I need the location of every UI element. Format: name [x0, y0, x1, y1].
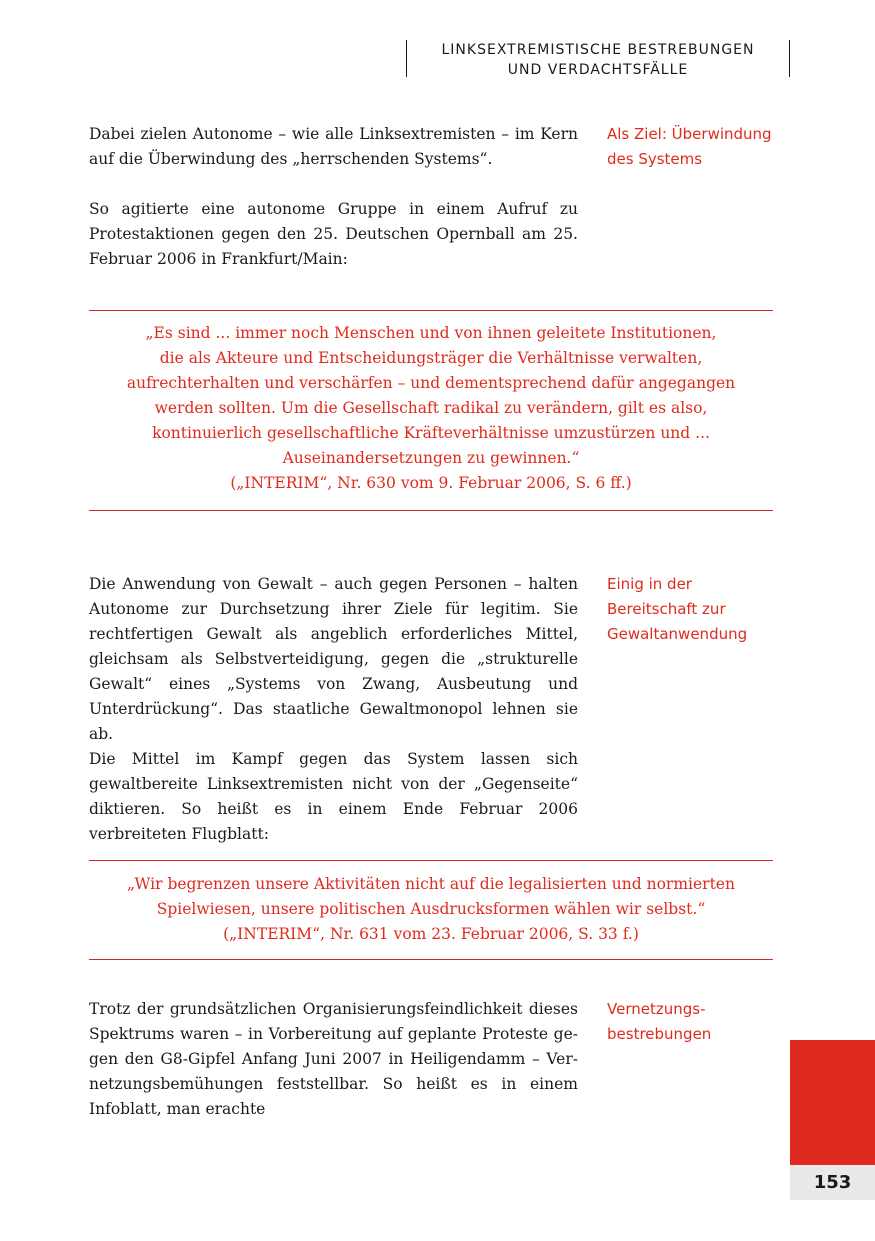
chapter-thumb-tab [790, 1040, 875, 1165]
quote-1 [100, 321, 762, 496]
paragraph-1: Dabei zielen Autonome – wie alle Linksextremisten – im Kern auf die Überwindung des „herrschenden Systems“. [89, 125, 578, 168]
running-header [406, 40, 790, 77]
quote-1-line-4: werden sollten. Um die Gesellschaft radikal zu verändern, gilt es also, [154, 399, 708, 417]
header-line-1: LINKSEXTREMISTISCHE BESTREBUNGEN [441, 42, 755, 58]
quote-1-line-5: kontinuierlich gesellschaftliche Kräfteverhältnisse umzustürzen und ... [152, 424, 710, 442]
margin-note-2-line-1: Einig in der [607, 575, 692, 593]
margin-note-1 [607, 122, 787, 172]
quote-2-top-rule [89, 860, 773, 861]
quote-1-line-6: Auseinandersetzungen zu gewinnen.“ [282, 449, 580, 467]
page-number: 153 [790, 1165, 875, 1200]
quote-2-bottom-rule [89, 959, 773, 960]
quote-1-bottom-rule [89, 510, 773, 511]
paragraph-5: Trotz der grundsätzlichen Organisierungsfeindlichkeit dieses Spektrums waren – in Vorbereitung auf geplante Proteste gegen den G8-Gipfel Anfang Juni 2007 in Heiligendamm – Vernetzungsbemühungen feststellbar. So heißt es in einem Infoblatt, man erachte [89, 1000, 578, 1118]
quote-1-source: („INTERIM“, Nr. 630 vom 9. Februar 2006, S. 6 ff.) [230, 474, 632, 492]
header-line-2: UND VERDACHTSFÄLLE [507, 62, 689, 78]
paragraph-3: Die Anwendung von Gewalt – auch gegen Personen – halten Autonome zur Durchsetzung ihrer Ziele für legitim. Sie rechtfertigen Gewalt als angeblich erforderliches Mittel, gleichsam als Selbstverteidigung, gegen die „strukturelle Gewalt“ eines „Systems von Zwang, Ausbeutung und Unterdrückung“. Das staatliche Gewaltmonopol lehnen sie ab. [89, 575, 578, 743]
quote-1-top-rule [89, 310, 773, 311]
margin-note-2-line-2: Bereitschaft zur [607, 600, 726, 618]
margin-note-3-line-1: Vernetzungs- [607, 1000, 706, 1018]
quote-2-line-1: „Wir begrenzen unsere Aktivitäten nicht auf die legalisierten und normierten [127, 875, 735, 893]
margin-note-3-line-2: bestrebungen [607, 1025, 712, 1043]
quote-2-source: („INTERIM“, Nr. 631 vom 23. Februar 2006, S. 33 f.) [223, 925, 639, 943]
margin-note-2-line-3: Gewaltanwendung [607, 625, 748, 643]
paragraph-2: So agitierte eine autonome Gruppe in einem Aufruf zu Protestaktionen gegen den 25. Deutschen Opernball am 25. Februar 2006 in Frankfurt/Main: [89, 200, 578, 268]
margin-note-1-line-2: des Systems [607, 150, 703, 168]
quote-2 [100, 872, 762, 947]
margin-note-2 [607, 572, 787, 647]
margin-note-1-line-1: Als Ziel: Überwindung [607, 125, 772, 143]
quote-1-line-1: „Es sind ... immer noch Menschen und von ihnen geleitete Institutionen, [145, 324, 717, 342]
quote-2-line-2: Spielwiesen, unsere politischen Ausdrucksformen wählen wir selbst.“ [156, 900, 706, 918]
paragraph-4: Die Mittel im Kampf gegen das System lassen sich gewaltbereite Linksextremisten nicht von der „Gegenseite“ diktieren. So heißt es in einem Ende Februar 2006 verbreiteten Flugblatt: [89, 750, 578, 843]
margin-note-3 [607, 997, 787, 1047]
quote-1-line-3: aufrechterhalten und verschärfen – und dementsprechend dafür angegangen [126, 374, 736, 392]
quote-1-line-2: die als Akteure und Entscheidungsträger die Verhältnisse verwalten, [159, 349, 703, 367]
